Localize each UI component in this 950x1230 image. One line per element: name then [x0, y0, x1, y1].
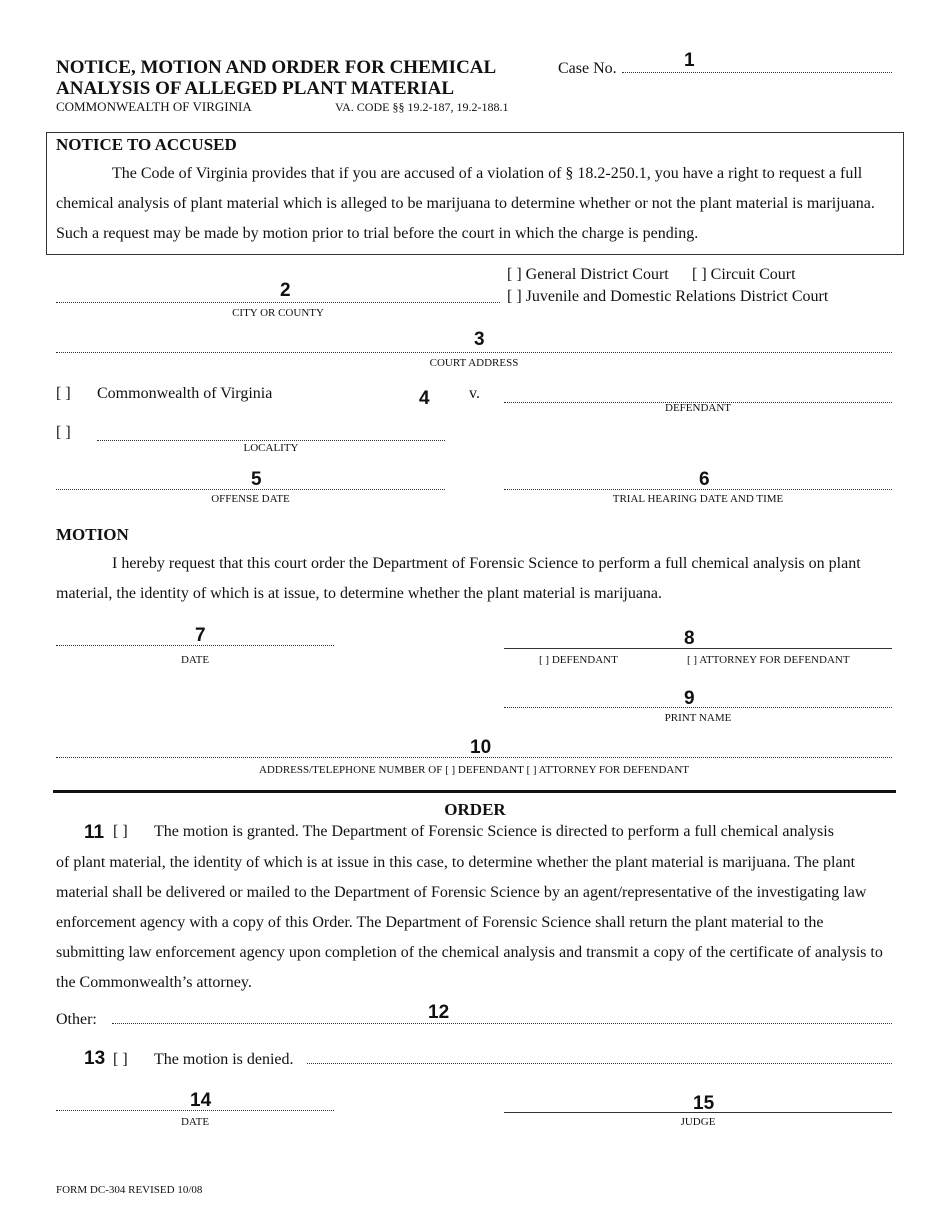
juvenile-court-option[interactable] [507, 288, 828, 306]
field-number-11: 11 [84, 822, 105, 843]
notice-heading: NOTICE TO ACCUSED [56, 135, 237, 154]
motion-signature-line[interactable] [504, 648, 892, 649]
circuit-court-checkbox[interactable]: [ ] [692, 266, 707, 283]
order-divider [53, 790, 896, 793]
field-number-3: 3 [474, 329, 485, 350]
field-number-4: 4 [419, 388, 430, 409]
field-number-5: 5 [251, 469, 262, 490]
motion-heading: MOTION [56, 525, 129, 544]
denied-text: The motion is denied. [154, 1051, 294, 1068]
field-number-14: 14 [190, 1090, 212, 1111]
signer-defendant-option[interactable]: [ ] DEFENDANT [539, 654, 618, 666]
notice-text: The Code of Virginia provides that if you are accused of a violation of § 18.2-250.1, you have a right to request a full chemical analysis of plant material which is alleged to be marijuana to determine whether or not the plant material is marijuana. Such a request may be made by motion prior to trial before the court in which the charge is pending. [56, 165, 875, 242]
motion-date-caption: DATE [180, 654, 210, 666]
granted-checkbox[interactable]: [ ] [113, 823, 128, 840]
denied-dots [307, 1063, 892, 1064]
trial-date-field[interactable] [504, 489, 892, 490]
general-district-checkbox[interactable]: [ ] [507, 266, 522, 283]
general-district-court-option[interactable] [507, 266, 669, 284]
field-number-8: 8 [684, 628, 695, 649]
order-heading: ORDER [444, 800, 506, 819]
court-address-field[interactable] [56, 352, 892, 353]
locality-field[interactable] [97, 440, 445, 441]
field-number-15: 15 [693, 1093, 715, 1114]
field-number-9: 9 [684, 688, 695, 709]
other-label: Other: [56, 1011, 97, 1028]
commonwealth-checkbox[interactable]: [ ] [56, 385, 71, 402]
field-number-12: 12 [428, 1002, 450, 1023]
case-no-label: Case No. [558, 60, 617, 77]
motion-text: I hereby request that this court order the Department of Forensic Science to perform a full chemical analysis on plant material, the identity of which is at issue, to determine whether the plant material is marijuana. [56, 555, 861, 602]
commonwealth-party-label: Commonwealth of Virginia [97, 385, 273, 402]
granted-text: of plant material, the identity of which is at issue in this case, to determine whether the plant material is marijuana. The plant material shall be delivered or mailed to the Department of Forensic Science by an agent/representative of the investigating law enforcement agency with a copy of this Order. The Department of Forensic Science shall return the plant material to the submitting law enforcement agency upon completion of the chemical analysis and transmit a copy of the certificate of analysis to the Commonwealth’s attorney. [56, 854, 883, 991]
field-number-10: 10 [470, 737, 492, 758]
court-address-caption: COURT ADDRESS [429, 357, 519, 369]
circuit-court-label: Circuit Court [710, 266, 796, 283]
field-number-1: 1 [684, 50, 695, 71]
city-county-field[interactable] [56, 302, 500, 303]
commonwealth-label: COMMONWEALTH OF VIRGINIA [56, 99, 252, 114]
city-county-caption: CITY OR COUNTY [232, 307, 324, 319]
field-number-13: 13 [84, 1048, 106, 1069]
form-title-line2: ANALYSIS OF ALLEGED PLANT MATERIAL [56, 78, 455, 99]
print-name-caption: PRINT NAME [664, 712, 732, 724]
locality-checkbox[interactable]: [ ] [56, 424, 71, 441]
signer-attorney-option[interactable]: [ ] ATTORNEY FOR DEFENDANT [687, 654, 850, 666]
juvenile-court-label: Juvenile and Domestic Relations District Court [525, 288, 829, 305]
versus-label: v. [469, 385, 480, 402]
order-date-caption: DATE [180, 1116, 210, 1128]
form-id: FORM DC-304 REVISED 10/08 [56, 1184, 203, 1196]
address-telephone-caption: ADDRESS/TELEPHONE NUMBER OF [ ] DEFENDANT [ ] ATTORNEY FOR DEFENDANT [258, 764, 690, 776]
circuit-court-option[interactable] [692, 266, 796, 284]
offense-date-caption: OFFENSE DATE [211, 493, 290, 505]
denied-checkbox[interactable]: [ ] [113, 1051, 128, 1068]
judge-caption: JUDGE [680, 1116, 716, 1128]
granted-text-first-line: The motion is granted. The Department of Forensic Science is directed to perform a full chemical analysis [154, 823, 834, 840]
juvenile-court-checkbox[interactable]: [ ] [507, 288, 522, 305]
form-title-line1: NOTICE, MOTION AND ORDER FOR CHEMICAL [56, 57, 497, 78]
locality-caption: LOCALITY [243, 442, 299, 454]
general-district-label: General District Court [525, 266, 669, 283]
other-field[interactable] [112, 1023, 892, 1024]
field-number-6: 6 [699, 469, 710, 490]
trial-date-caption: TRIAL HEARING DATE AND TIME [612, 493, 784, 505]
defendant-caption: DEFENDANT [665, 402, 731, 414]
case-no-field[interactable] [622, 72, 892, 73]
va-code: VA. CODE §§ 19.2-187, 19.2-188.1 [335, 100, 509, 114]
field-number-2: 2 [280, 280, 291, 301]
field-number-7: 7 [195, 625, 206, 646]
print-name-field[interactable] [504, 707, 892, 708]
